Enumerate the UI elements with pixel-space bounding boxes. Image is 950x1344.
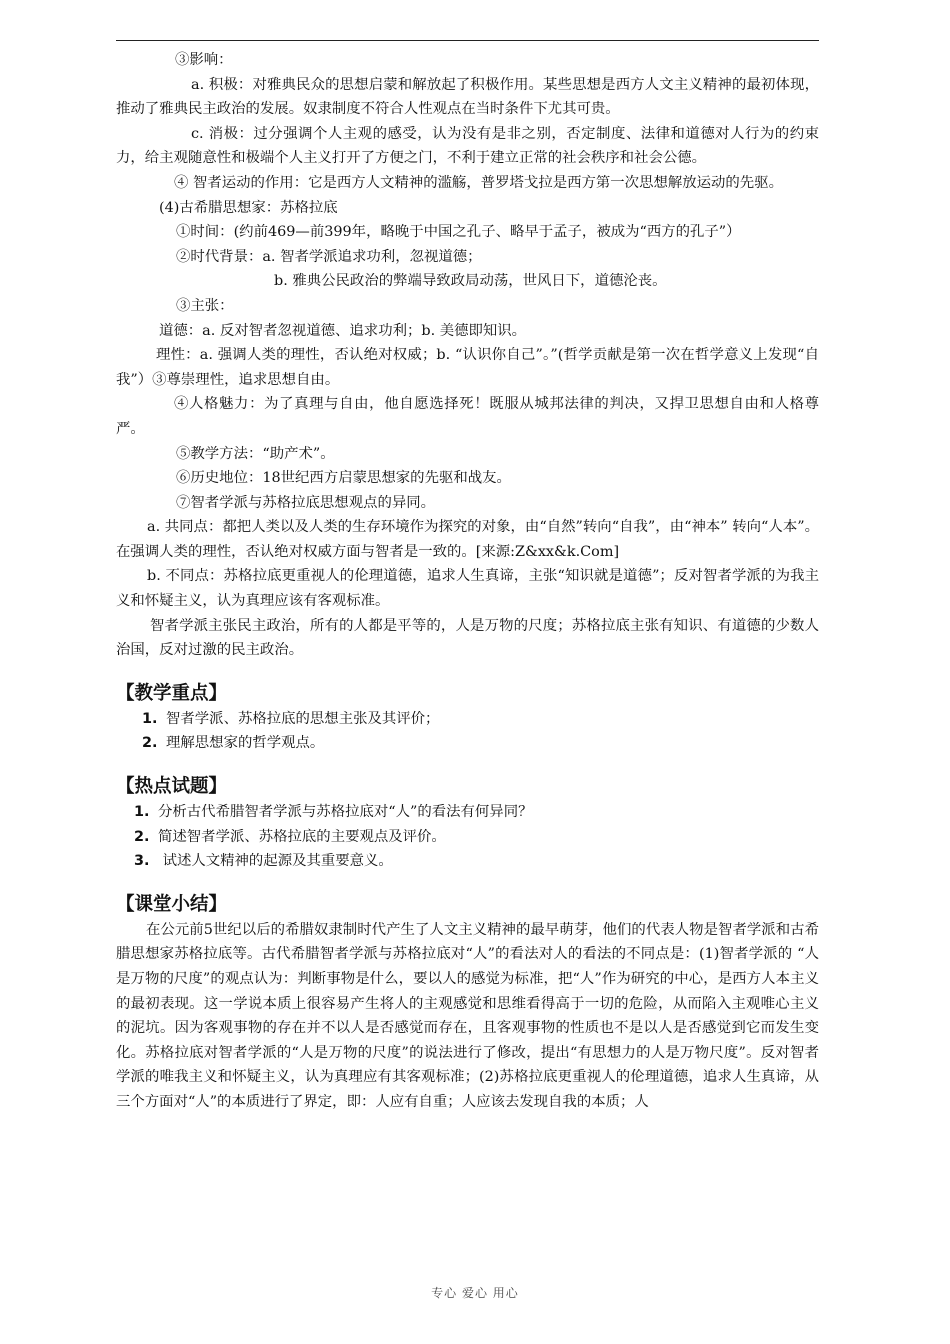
summary-heading: 【课堂小结】 [116,893,228,915]
list-item: 1. 分析古代希腊智者学派与苏格拉底对“人”的看法有何异同？ [134,804,533,821]
key-points-heading: 【教学重点】 [116,682,228,704]
body-paragraph: c. 消极：过分强调个人主观的感受，认为没有是非之别，否定制度、法律和道德对人行为的约束力，给主观随意性和极端个人主义打开了方便之门，不利于建立正常的社会秩序和社会公德。 [116,125,819,167]
page-footer: 专心 爱心 用心 [431,1286,519,1300]
body-paragraph: b. 雅典公民政治的弊端导致政局动荡，世风日下，道德沦丧。 [274,273,667,290]
body-paragraph: ⑦智者学派与苏格拉底思想观点的异同。 [176,494,436,511]
list-item: 2. 理解思想家的哲学观点。 [142,735,325,752]
body-paragraph: ③主张： [176,297,234,314]
body-paragraph: ①时间：(约前469—前399年，略晚于中国之孔子、略早于孟子，被成为“西方的孔子”） [176,224,741,241]
list-item: 2. 简述智者学派、苏格拉底的主要观点及评价。 [134,828,446,845]
body-paragraph: ⑥历史地位：18世纪西方启蒙思想家的先驱和战友。 [176,470,511,487]
body-paragraph: ②时代背景：a. 智者学派追求功利，忽视道德； [176,248,482,265]
body-paragraph: 道德：a. 反对智者忽视道德、追求功利；b. 美德即知识。 [159,322,527,339]
header-rule [116,40,819,41]
summary-paragraph: 在公元前5世纪以后的希腊奴隶制时代产生了人文主义精神的最早萌芽，他们的代表人物是智者学派和古希腊思想家苏格拉底等。古代希腊智者学派与苏格拉底对“人”的看法对人的看法的不同点是：(1)智者学派的 “人是万物的尺度”的观点认为：判断事物是什么，要以人的感觉为标准，把“人”作为研究的中心，是西方人本主义的最初表现。这一学说本质上很容易产生将人的主观感觉和思维看得高于一切的危险，从而陷入主观唯心主义的泥坑。因为客观事物的存在并不以人是否感觉而存在，且客观事物的性质也不是以人是否感觉到它而发生变化。苏格拉底对智者学派的“人是万物的尺度”的说法进行了修改，提出“有思想力的人是万物尺度”。反对智者学派的唯我主义和怀疑主义，认为真理应有其客观标准；(2)苏格拉底更重视人的伦理道德，追求人生真谛，从三个方面对“人”的本质进行了界定，即：人应有自重；人应该去发现自我的本质；人 [116,921,819,1110]
list-item: 3. 试述人文精神的起源及其重要意义。 [134,853,393,870]
body-paragraph: a. 共同点：都把人类以及人类的生存环境作为探究的对象，由“自然”转向“自我”，由“神本” 转向“人本”。 在强调人类的理性，否认绝对权威方面与智者是一致的。[来源:Z&xx&k.Com] [116,519,819,560]
body-paragraph: ④ 智者运动的作用：它是西方人文精神的滥觞，普罗塔戈拉是西方第一次思想解放运动的先驱。 [174,174,783,191]
document-page [116,48,819,1115]
hot-questions-heading: 【热点试题】 [116,776,228,798]
body-paragraph: 智者学派主张民主政治，所有的人都是平等的，人是万物的尺度；苏格拉底主张有知识、有道德的少数人治国，反对过激的民主政治。 [116,617,819,659]
body-paragraph: a. 积极：对雅典民众的思想启蒙和解放起了积极作用。某些思想是西方人文主义精神的最初体现，推动了雅典民主政治的发展。奴隶制度不符合人性观点在当时条件下尤其可贵。 [116,76,819,118]
body-paragraph: ④人格魅力：为了真理与自由，他自愿选择死！既服从城邦法律的判决，又捍卫思想自由和人格尊严。 [116,396,819,437]
body-paragraph: ③影响： [175,52,233,68]
body-paragraph: b. 不同点：苏格拉底更重视人的伦理道德，追求人生真谛，主张“知识就是道德”；反对智者学派的为我主义和怀疑主义，认为真理应该有客观标准。 [116,568,819,610]
body-paragraph: 理性：a. 强调人类的理性，否认绝对权威；b. “认识你自己”。”(哲学贡献是第一次在哲学意义上发现“自我”）③尊崇理性，追求思想自由。 [116,347,819,388]
list-item: 1. 智者学派、苏格拉底的思想主张及其评价； [142,710,440,727]
body-paragraph: (4)古希腊思想家：苏格拉底 [159,199,338,216]
body-section [116,48,819,663]
body-paragraph: ⑤教学方法：“助产术”。 [176,445,335,462]
